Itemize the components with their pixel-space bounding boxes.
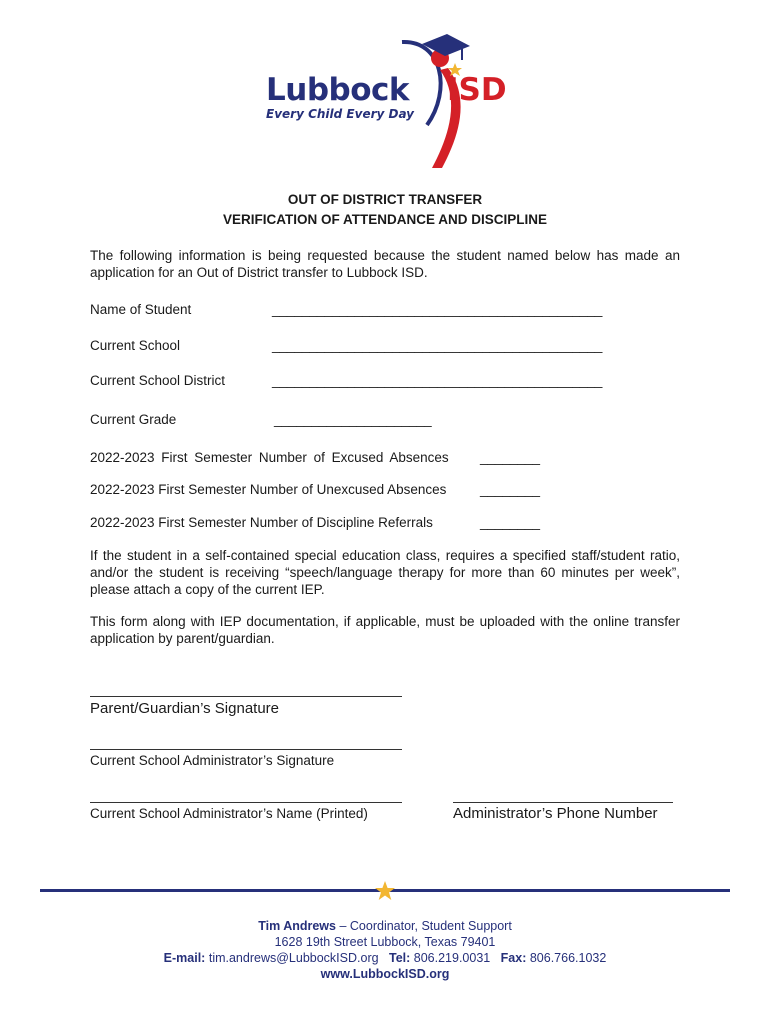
fax-value: 806.766.1032 xyxy=(529,951,607,965)
current-district-field[interactable]: ____________________________________________ xyxy=(272,373,603,388)
unexcused-absences-label: 2022-2023 First Semester Number of Unexcused Absences xyxy=(90,482,447,497)
footer-contact xyxy=(0,918,770,982)
contact-line xyxy=(0,918,770,934)
unexcused-absences-field[interactable]: ________ xyxy=(480,482,541,497)
current-school-label: Current School xyxy=(90,338,181,353)
logo-name-blue: Lubbock xyxy=(266,72,409,108)
student-name-field[interactable]: ____________________________________________ xyxy=(272,302,603,317)
admin-phone-line[interactable] xyxy=(453,802,673,803)
star-icon xyxy=(374,881,396,901)
admin-signature-line[interactable] xyxy=(90,749,402,750)
guardian-signature-label: Parent/Guardian’s Signature xyxy=(90,700,280,717)
tel-label: Tel: xyxy=(388,951,411,965)
logo-tagline: Every Child Every Day xyxy=(266,107,415,121)
contact-name: Tim Andrews xyxy=(258,919,336,933)
contact-title: – Coordinator, Student Support xyxy=(339,919,512,933)
excused-absences-field[interactable]: ________ xyxy=(480,450,541,465)
discipline-referrals-label: 2022-2023 First Semester Number of Discipline Referrals xyxy=(90,515,433,530)
intro-paragraph: The following information is being requested because the student named below has made an application for an Out of District transfer to Lubbock ISD. xyxy=(90,248,680,280)
current-school-field[interactable]: ____________________________________________ xyxy=(272,338,603,353)
title-line-2: VERIFICATION OF ATTENDANCE AND DISCIPLINE xyxy=(223,212,547,227)
current-district-label: Current School District xyxy=(90,373,226,388)
excused-absences-label: 2022-2023 First Semester Number of Excused Absences xyxy=(90,450,449,465)
form-title xyxy=(0,190,770,230)
upload-note: This form along with IEP documentation, if applicable, must be uploaded with the online transfer application by parent/guardian. xyxy=(90,614,680,646)
title-line-1: OUT OF DISTRICT TRANSFER xyxy=(287,192,483,207)
contact-address: 1628 19th Street Lubbock, Texas 79401 xyxy=(274,935,496,949)
logo-name-red: ISD xyxy=(447,72,507,108)
admin-signature-label: Current School Administrator’s Signature xyxy=(90,753,335,768)
discipline-referrals-field[interactable]: ________ xyxy=(480,515,541,530)
website-link[interactable]: www.LubbockISD.org xyxy=(320,967,450,981)
email-label: E-mail: xyxy=(163,951,206,965)
email-link[interactable]: tim.andrews@LubbockISD.org xyxy=(208,951,379,965)
lubbock-isd-logo xyxy=(262,30,512,170)
contact-details xyxy=(0,950,770,966)
admin-name-label: Current School Administrator’s Name (Printed) xyxy=(90,806,368,821)
admin-name-line[interactable] xyxy=(90,802,402,803)
current-grade-field[interactable]: _____________________ xyxy=(274,412,432,427)
special-education-note: If the student in a self-contained special education class, requires a specified staff/student ratio, and/or the student is receiving “speech/language therapy for more than 60 minutes per week”, please attach a copy of the current IEP. xyxy=(90,548,680,597)
fax-label: Fax: xyxy=(500,951,527,965)
admin-phone-label: Administrator’s Phone Number xyxy=(453,805,658,822)
guardian-signature-line[interactable] xyxy=(90,696,402,697)
tel-value: 806.219.0031 xyxy=(413,951,491,965)
student-name-label: Name of Student xyxy=(90,302,192,317)
current-grade-label: Current Grade xyxy=(90,412,177,427)
